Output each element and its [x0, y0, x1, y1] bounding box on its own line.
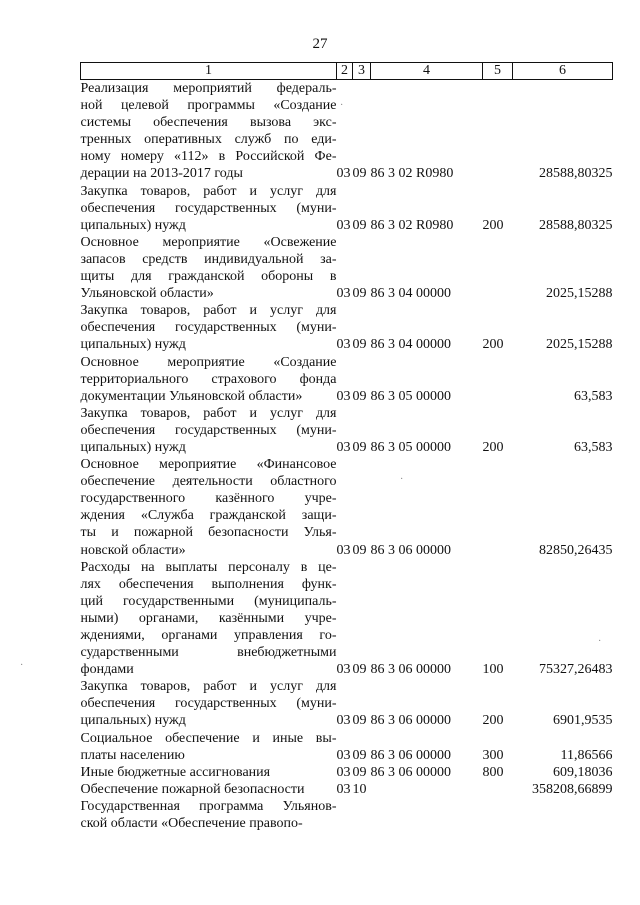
page-number: 27 [312, 36, 328, 52]
description-line: новской области» [80, 542, 186, 558]
scan-speck: · [20, 660, 24, 671]
description-line: Обеспечение пожарной безопасности [80, 781, 305, 797]
target-article-code: 86 3 04 00000 [370, 337, 451, 353]
expense-type-code [483, 80, 513, 183]
amount-value: 358208,66899 [532, 781, 613, 797]
target-article-code: 86 3 04 00000 [370, 286, 451, 302]
section-code: 03 [336, 388, 351, 404]
expense-type-code [483, 234, 513, 302]
description-line: Закупка товаров, работ и услуг для [80, 183, 337, 199]
subsection-code: 09 [352, 662, 367, 678]
section-code: 03 [336, 781, 351, 797]
description-line: сударственными внебюджетными [80, 645, 337, 661]
description-line: обеспечения государственных (муни- [80, 200, 337, 216]
budget-table [80, 62, 613, 832]
scan-speck: · [598, 636, 602, 647]
description-line: ций государственными (муниципаль- [80, 593, 337, 609]
section-code: 03 [336, 217, 351, 233]
expense-type-code: 800 [482, 764, 504, 780]
row-description [81, 183, 337, 234]
subsection-code [353, 798, 371, 832]
expense-type-code [483, 798, 513, 832]
subsection-code: 09 [352, 217, 367, 233]
row-description [81, 234, 337, 302]
section-code: 03 [336, 662, 351, 678]
col-header-3: 3 [353, 63, 371, 80]
target-article-code [371, 798, 483, 832]
row-description [81, 781, 337, 798]
section-code: 03 [336, 713, 351, 729]
row-description [81, 559, 337, 679]
row-description [81, 405, 337, 456]
section-code: 03 [336, 286, 351, 302]
amount-value: 11,86566 [560, 747, 613, 763]
table-body [81, 80, 613, 833]
section-code [337, 798, 353, 832]
amount-value: 2025,15288 [546, 337, 613, 353]
scan-speck: · [400, 474, 404, 485]
description-line: ципальных) нужд [80, 713, 186, 729]
amount-value: 63,583 [574, 439, 613, 455]
expense-type-code: 200 [482, 217, 504, 233]
description-line: ципальных) нужд [80, 439, 186, 455]
table-row [81, 764, 613, 781]
target-article-code: 86 3 06 00000 [370, 713, 451, 729]
table-row [81, 183, 613, 234]
subsection-code: 10 [352, 781, 367, 797]
description-line: системы обеспечения вызова экс- [80, 115, 337, 131]
section-code: 03 [336, 337, 351, 353]
description-line: обеспечения государственных (муни- [80, 320, 337, 336]
section-code: 03 [336, 747, 351, 763]
table-row [81, 456, 613, 559]
description-line: дерации на 2013-2017 годы [80, 166, 243, 182]
description-line: ципальных) нужд [80, 217, 186, 233]
description-line: ному номеру «112» в Российской Фе- [80, 149, 337, 165]
row-description [81, 764, 337, 781]
target-article-code: 86 3 02 R0980 [370, 217, 454, 233]
description-line: ждениями, органами управления го- [80, 628, 337, 643]
amount-value: 28588,80325 [539, 166, 613, 182]
expense-type-code: 200 [482, 713, 504, 729]
description-line: Государственная программа Ульянов- [80, 798, 337, 814]
description-line: запасов средств индивидуальной за- [80, 251, 337, 267]
section-code: 03 [336, 764, 351, 780]
expense-type-code: 300 [482, 747, 504, 763]
table-row [81, 80, 613, 183]
amount-value: 82850,26435 [539, 542, 613, 558]
target-article-code: 86 3 05 00000 [370, 388, 451, 404]
col-header-6: 6 [513, 63, 613, 80]
row-description [81, 730, 337, 764]
col-header-1: 1 [81, 63, 337, 80]
description-line: Основное мероприятие «Создание [80, 354, 337, 370]
description-line: лях обеспечения выполнения функ- [80, 576, 337, 592]
description-line: Реализация мероприятий федераль- [80, 81, 337, 96]
col-header-2: 2 [337, 63, 353, 80]
target-article-code [371, 781, 483, 798]
target-article-code: 86 3 02 R0980 [370, 166, 454, 182]
amount-value: 63,583 [574, 388, 613, 404]
expense-type-code: 200 [482, 337, 504, 353]
description-line: Расходы на выплаты персоналу в це- [80, 559, 337, 575]
description-line: Закупка товаров, работ и услуг для [80, 679, 337, 695]
target-article-code: 86 3 06 00000 [370, 542, 451, 558]
description-line: Основное мероприятие «Финансовое [80, 457, 337, 473]
col-header-4: 4 [371, 63, 483, 80]
row-description [81, 354, 337, 405]
subsection-code: 09 [352, 388, 367, 404]
description-line: тренных оперативных служб по еди- [80, 132, 337, 148]
expense-type-code [483, 456, 513, 559]
table-row [81, 302, 613, 353]
table-row [81, 405, 613, 456]
row-description [81, 798, 337, 832]
subsection-code: 09 [352, 542, 367, 558]
table-row [81, 798, 613, 832]
subsection-code: 09 [352, 286, 367, 302]
row-description [81, 80, 337, 183]
description-line: Закупка товаров, работ и услуг для [80, 405, 337, 421]
description-line: ципальных) нужд [80, 337, 186, 353]
table-header [81, 63, 613, 80]
amount-value: 6901,9535 [553, 713, 613, 729]
amount-value: 75327,26483 [539, 662, 613, 678]
description-line: Основное мероприятие «Освежение [80, 234, 337, 250]
description-line: ской области «Обеспечение правопо- [80, 816, 303, 832]
scan-speck: · [340, 100, 344, 111]
description-line: Иные бюджетные ассигнования [80, 764, 271, 780]
target-article-code: 86 3 06 00000 [370, 662, 451, 678]
description-line: обеспечения государственных (муни- [80, 696, 337, 712]
table-row [81, 354, 613, 405]
target-article-code: 86 3 06 00000 [370, 764, 451, 780]
expense-type-code [483, 781, 513, 798]
amount-value: 28588,80325 [539, 217, 613, 233]
row-description [81, 456, 337, 559]
table-row [81, 234, 613, 302]
row-description [81, 678, 337, 729]
description-line: государственного казённого учре- [80, 491, 337, 507]
description-line: Ульяновской области» [80, 286, 214, 302]
subsection-code: 09 [352, 337, 367, 353]
amount-value [513, 798, 613, 832]
subsection-code: 09 [352, 166, 367, 182]
row-description [81, 302, 337, 353]
subsection-code: 09 [352, 747, 367, 763]
description-line: территориального страхового фонда [80, 371, 337, 387]
amount-value: 609,18036 [553, 764, 613, 780]
description-line: платы населению [80, 747, 185, 763]
table-row [81, 781, 613, 798]
amount-value: 2025,15288 [546, 286, 613, 302]
subsection-code: 09 [352, 713, 367, 729]
section-code: 03 [336, 542, 351, 558]
description-line: обеспечение деятельности областного [80, 474, 337, 490]
description-line: ждения «Служба гражданской защи- [80, 508, 337, 524]
description-line: Закупка товаров, работ и услуг для [80, 303, 337, 319]
description-line: Социальное обеспечение и иные вы- [80, 730, 337, 746]
table-row [81, 678, 613, 729]
description-line: обеспечения государственных (муни- [80, 422, 337, 438]
section-code: 03 [336, 439, 351, 455]
description-line: ной целевой программы «Создание [80, 98, 337, 114]
subsection-code: 09 [352, 439, 367, 455]
description-line: документации Ульяновской области» [80, 388, 303, 404]
description-line: ными) органами, казёнными учре- [80, 610, 337, 626]
table-row [81, 730, 613, 764]
header-row [81, 63, 613, 80]
target-article-code: 86 3 05 00000 [370, 439, 451, 455]
expense-type-code: 100 [482, 662, 504, 678]
description-line: ты и пожарной безопасности Улья- [80, 525, 337, 541]
subsection-code: 09 [352, 764, 367, 780]
table-row [81, 559, 613, 679]
col-header-5: 5 [483, 63, 513, 80]
section-code: 03 [336, 166, 351, 182]
description-line: щиты для гражданской обороны в [80, 269, 337, 285]
target-article-code: 86 3 06 00000 [370, 747, 451, 763]
expense-type-code [483, 354, 513, 405]
expense-type-code: 200 [482, 439, 504, 455]
description-line: фондами [80, 662, 134, 678]
